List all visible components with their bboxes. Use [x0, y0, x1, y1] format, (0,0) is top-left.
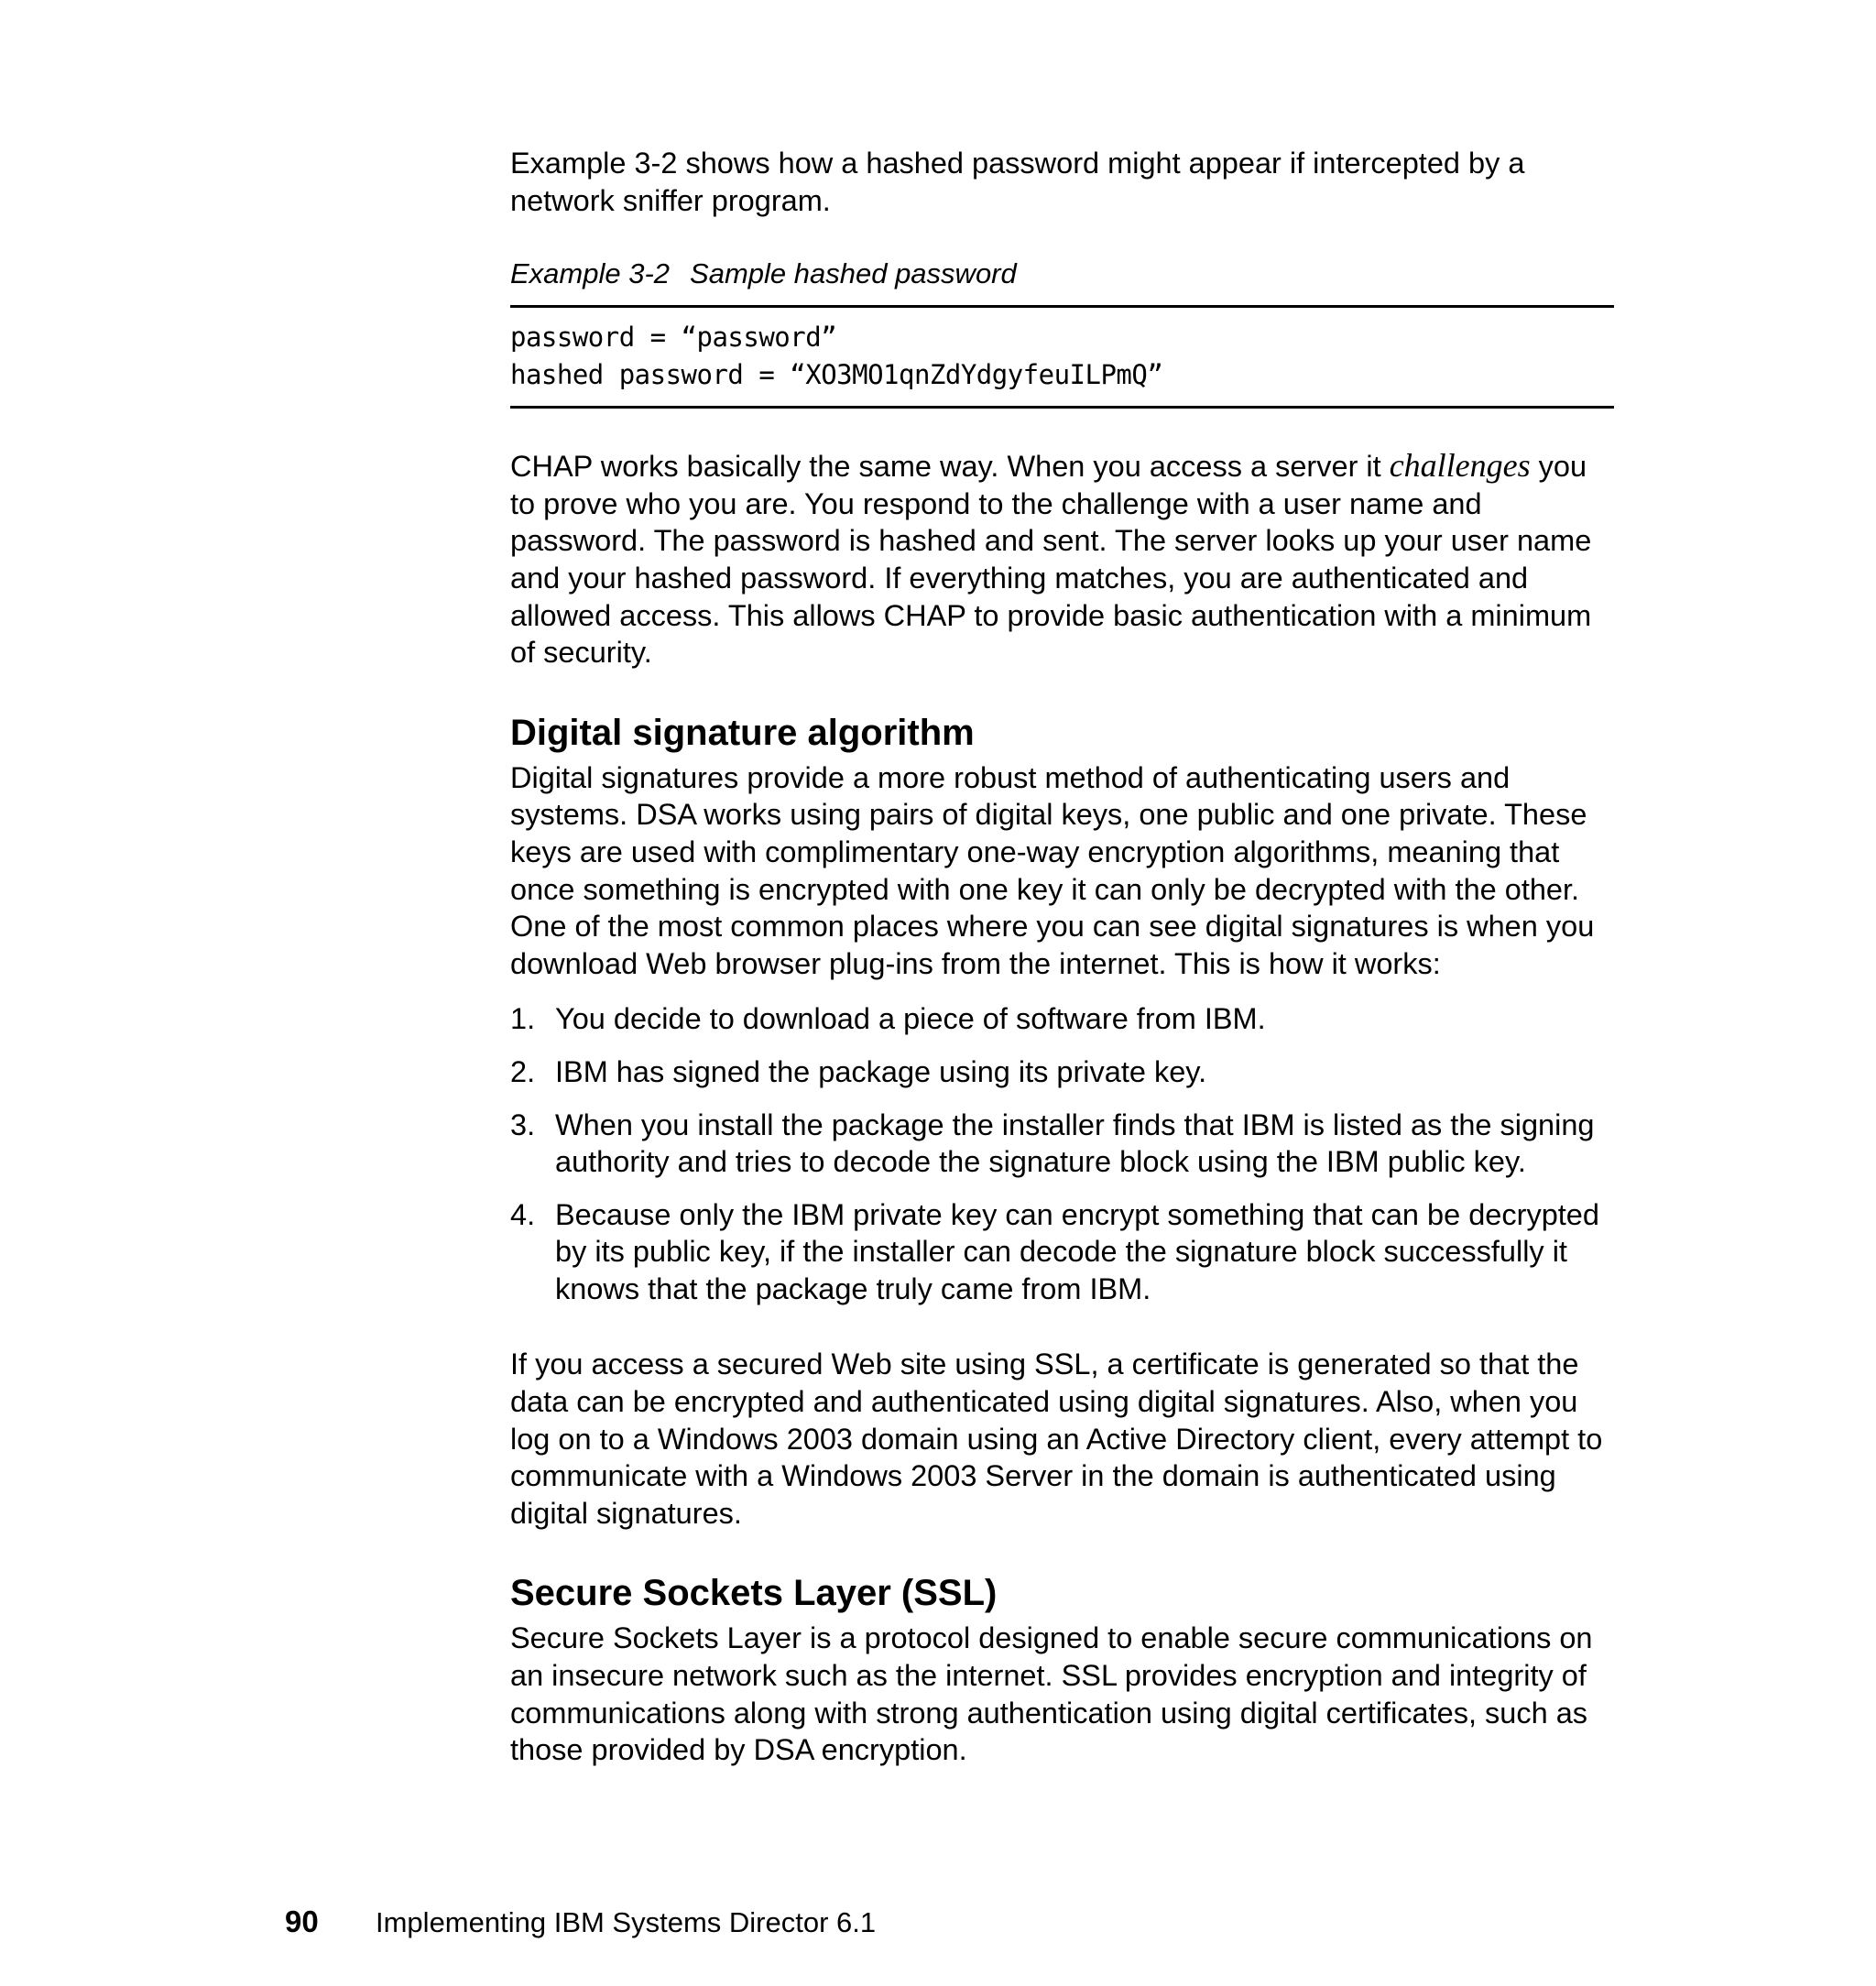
- step-number: 4.: [510, 1197, 536, 1231]
- dsa-heading: Digital signature algorithm: [510, 712, 975, 753]
- step-number: 1.: [510, 1002, 536, 1036]
- list-item: [510, 1107, 1614, 1181]
- example-number: Example 3-2: [510, 257, 671, 290]
- code-example: [510, 305, 1614, 409]
- chap-text-before: CHAP works basically the same way. When you access a server it: [510, 450, 1390, 484]
- book-title: Implementing IBM Systems Director 6.1: [376, 1906, 877, 1938]
- step-text: You decide to download a piece of software from IBM.: [555, 1002, 1266, 1036]
- chap-text-after: you to prove who you are. You respond to the challenge with a user name and password. The password is hashed and sent. The server looks up your user name and your hashed password. If everything matches, you are authenticated and allowed access. This allows CHAP to provide basic authentication with a minimum of security.: [510, 450, 1592, 670]
- intro-paragraph: Example 3-2 shows how a hashed password might appear if intercepted by a network sniffer program.: [510, 147, 1525, 217]
- dsa-after-paragraph: If you access a secured Web site using SSL, a certificate is generated so that the data can be encrypted and authenticated using digital signatures. Also, when you log on to a Windows 2003 domain using an Active Directory client, every attempt to communicate with a Windows 2003 Server in the domain is authenticated using digital signatures.: [510, 1348, 1603, 1530]
- list-item: [510, 1053, 1614, 1091]
- step-text: When you install the package the installer finds that IBM is listed as the signing authority and tries to decode the signature block using the IBM public key.: [555, 1108, 1595, 1179]
- list-item: [510, 1196, 1614, 1308]
- code-line: password = “password”: [510, 322, 837, 354]
- ssl-paragraph: Secure Sockets Layer is a protocol designed to enable secure communications on an insecure network such as the internet. SSL provides encryption and integrity of communications along with strong authentication using digital certificates, such as those provided by DSA encryption.: [510, 1621, 1593, 1767]
- chap-emphasis: challenges: [1389, 447, 1531, 485]
- page-number: 90: [285, 1904, 319, 1938]
- list-item: [510, 1000, 1614, 1038]
- page-content: [510, 145, 1614, 1769]
- page-footer: [285, 1904, 876, 1941]
- dsa-steps-list: [510, 1000, 1614, 1307]
- step-number: 2.: [510, 1054, 536, 1088]
- step-text: IBM has signed the package using its private key.: [555, 1054, 1207, 1088]
- code-line: hashed password = “XO3MO1qnZdYdgyfeuILPmQ”: [510, 358, 1163, 390]
- step-number: 3.: [510, 1108, 536, 1141]
- dsa-paragraph: Digital signatures provide a more robust method of authenticating users and systems. DSA works using pairs of digital keys, one public and one private. These keys are used with complimentary one-way encryption algorithms, meaning that once something is encrypted with one key it can only be decrypted with the other. One of the most common places where you can see digital signatures is when you download Web browser plug-ins from the internet. This is how it works:: [510, 760, 1595, 980]
- ssl-heading: Secure Sockets Layer (SSL): [510, 1573, 998, 1614]
- step-text: Because only the IBM private key can encrypt something that can be decrypted by its public key, if the installer can decode the signature block successfully it knows that the package truly came from IBM.: [555, 1197, 1599, 1305]
- example-caption: [510, 256, 1614, 292]
- example-title: Sample hashed password: [690, 257, 1017, 290]
- chap-paragraph: [510, 447, 1614, 671]
